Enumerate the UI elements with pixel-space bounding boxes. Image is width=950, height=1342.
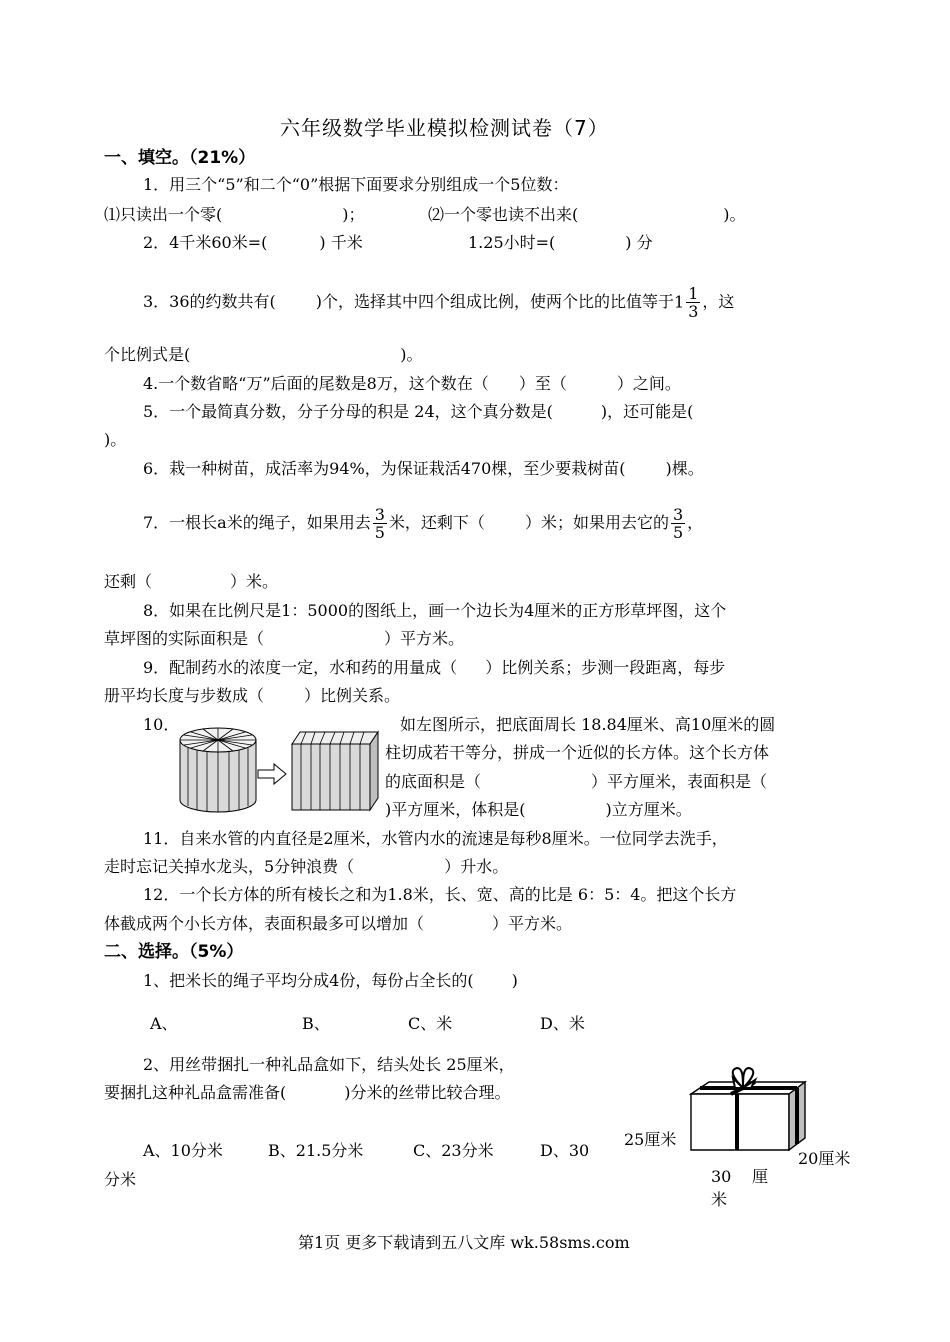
q11-line1: 11．自来水管的内直径是2厘米，水管内水的流速是每秒8厘米。一位同学去洗手，: [143, 829, 728, 848]
choice-q2-option-d: D、30: [540, 1141, 590, 1160]
box-label-bottom-unit: 厘: [752, 1167, 769, 1186]
q8-line1: 8．如果在比例尺是1：5000的图纸上，画一个边长为4厘米的正方形草坪图，这个: [143, 601, 727, 620]
q1-sub1: ⑴只读出一个零( )；: [104, 205, 365, 224]
q1-text: 1．用三个“5”和二个“0”根据下面要求分别组成一个5位数：: [143, 175, 569, 194]
section-heading-choice: 二、选择。（5%）: [104, 942, 244, 962]
q3-mixed-number: 1 $\frac{1}{3}$: [674, 284, 699, 321]
choice-q1-option-d: D、米: [540, 1014, 585, 1033]
q3-line2: 个比例式是( )。: [104, 345, 423, 364]
choice-q1-text: 1、把米长的绳子平均分成4份，每份占全长的( ): [143, 971, 518, 990]
cylinder-side-slices: [188, 748, 248, 812]
q9-line2: 册平均长度与步数成（ ）比例关系。: [104, 686, 401, 705]
q7-fraction1-numerator: 3: [374, 505, 385, 524]
q4-text: 4.一个数省略“万”后面的尾数是8万，这个数在（ ）至（ ）之间。: [143, 374, 681, 393]
box-label-left: 25厘米: [624, 1130, 677, 1149]
box-label-right: 20厘米: [798, 1149, 851, 1168]
choice-q2-line2: 要捆扎这种礼品盒需准备( )分米的丝带比较合理。: [104, 1083, 511, 1102]
page-footer: 第1页 更多下载请到五八文库 wk.58sms.com: [298, 1233, 630, 1252]
gift-box-front: [691, 1094, 789, 1150]
q10-line4: )平方厘米，体积是( )立方厘米。: [385, 800, 692, 819]
choice-q1-option-c: C、米: [408, 1014, 453, 1033]
choice-q1-option-b: B、: [302, 1014, 330, 1033]
arrow-right-icon: [258, 764, 286, 784]
choice-q1-option-a: A、: [150, 1014, 178, 1033]
q12-line2: 体截成两个小长方体，表面积最多可以增加（ ）平方米。: [104, 914, 573, 933]
q5-line1: 5．一个最简真分数，分子分母的积是 24，这个真分数是( )，还可能是(: [143, 402, 694, 421]
q3-line1: 3．36的约数共有( )个，选择其中四个组成比例，使两个比的比值等于1 $\frac{1}{3}$ ，这: [143, 284, 735, 321]
section-heading-fill: 一、填空。（21%）: [104, 148, 256, 168]
cylinder-to-cuboid-figure: [170, 718, 390, 818]
q5-line2: )。: [104, 430, 127, 449]
q1-sub2: ⑵一个零也读不出来( )。: [428, 205, 746, 224]
q8-line2: 草坪图的实际面积是（ ）平方米。: [104, 629, 465, 648]
q10-line2: 柱切成若干等分，拼成一个近似的长方体。这个长方体: [385, 743, 770, 762]
q12-line1: 12．一个长方体的所有棱长之和为1.8米，长、宽、高的比是 6：5：4。把这个长方: [143, 885, 737, 904]
q11-line2: 走时忘记关掉水龙头，5分钟浪费（ ）升水。: [104, 857, 509, 876]
choice-q2-option-b: B、21.5分米: [268, 1141, 364, 1160]
q7-line2: 还剩（ ）米。: [104, 572, 279, 591]
cuboid-shape: [292, 732, 378, 810]
choice-q2-option-a: A、10分米: [143, 1141, 223, 1160]
box-label-bottom-unit2: 米: [711, 1190, 728, 1209]
q2-part-a: 2．4千米60米=( ) 千米: [143, 233, 363, 252]
choice-q2-line1: 2、用丝带捆扎一种礼品盒如下，结头处长 25厘米，: [143, 1055, 515, 1074]
box-label-bottom-num: 30: [711, 1167, 732, 1186]
q10-line3: 的底面积是（ ）平方厘米，表面积是（: [385, 772, 768, 791]
q3-fraction-numerator: 1: [688, 284, 699, 303]
q2-part-b: 1.25小时=( ) 分: [468, 233, 653, 252]
ribbon-bow-icon: [733, 1068, 755, 1088]
q7-fraction1-denominator: 5: [374, 523, 385, 542]
q10-line1: 如左图所示，把底面周长 18.84厘米、高10厘米的圆: [400, 715, 776, 734]
q7-fraction2-denominator: 5: [672, 523, 684, 542]
q7-line1: 7．一根长a米的绳子，如果用去 $\frac{3}{5}$ 米，还剩下（ ）米；如果用去它的 $\frac{3}{5}$ ，: [143, 505, 704, 542]
q3-fraction-denominator: 3: [688, 302, 699, 321]
q10-number: 10．: [143, 715, 180, 734]
q9-line1: 9．配制药水的浓度一定，水和药的用量成（ ）比例关系；步测一段距离，每步: [143, 658, 726, 677]
page-title: 六年级数学毕业模拟检测试卷（7）: [280, 116, 609, 140]
gift-box-figure: [685, 1058, 810, 1158]
q6-text: 6．栽一种树苗，成活率为94%，为保证栽活470棵，至少要栽树苗( )棵。: [143, 459, 704, 478]
choice-q2-option-c: C、23分米: [413, 1141, 494, 1160]
q7-fraction2-numerator: 3: [672, 505, 684, 524]
choice-q2-option-wrap: 分米: [104, 1170, 137, 1189]
